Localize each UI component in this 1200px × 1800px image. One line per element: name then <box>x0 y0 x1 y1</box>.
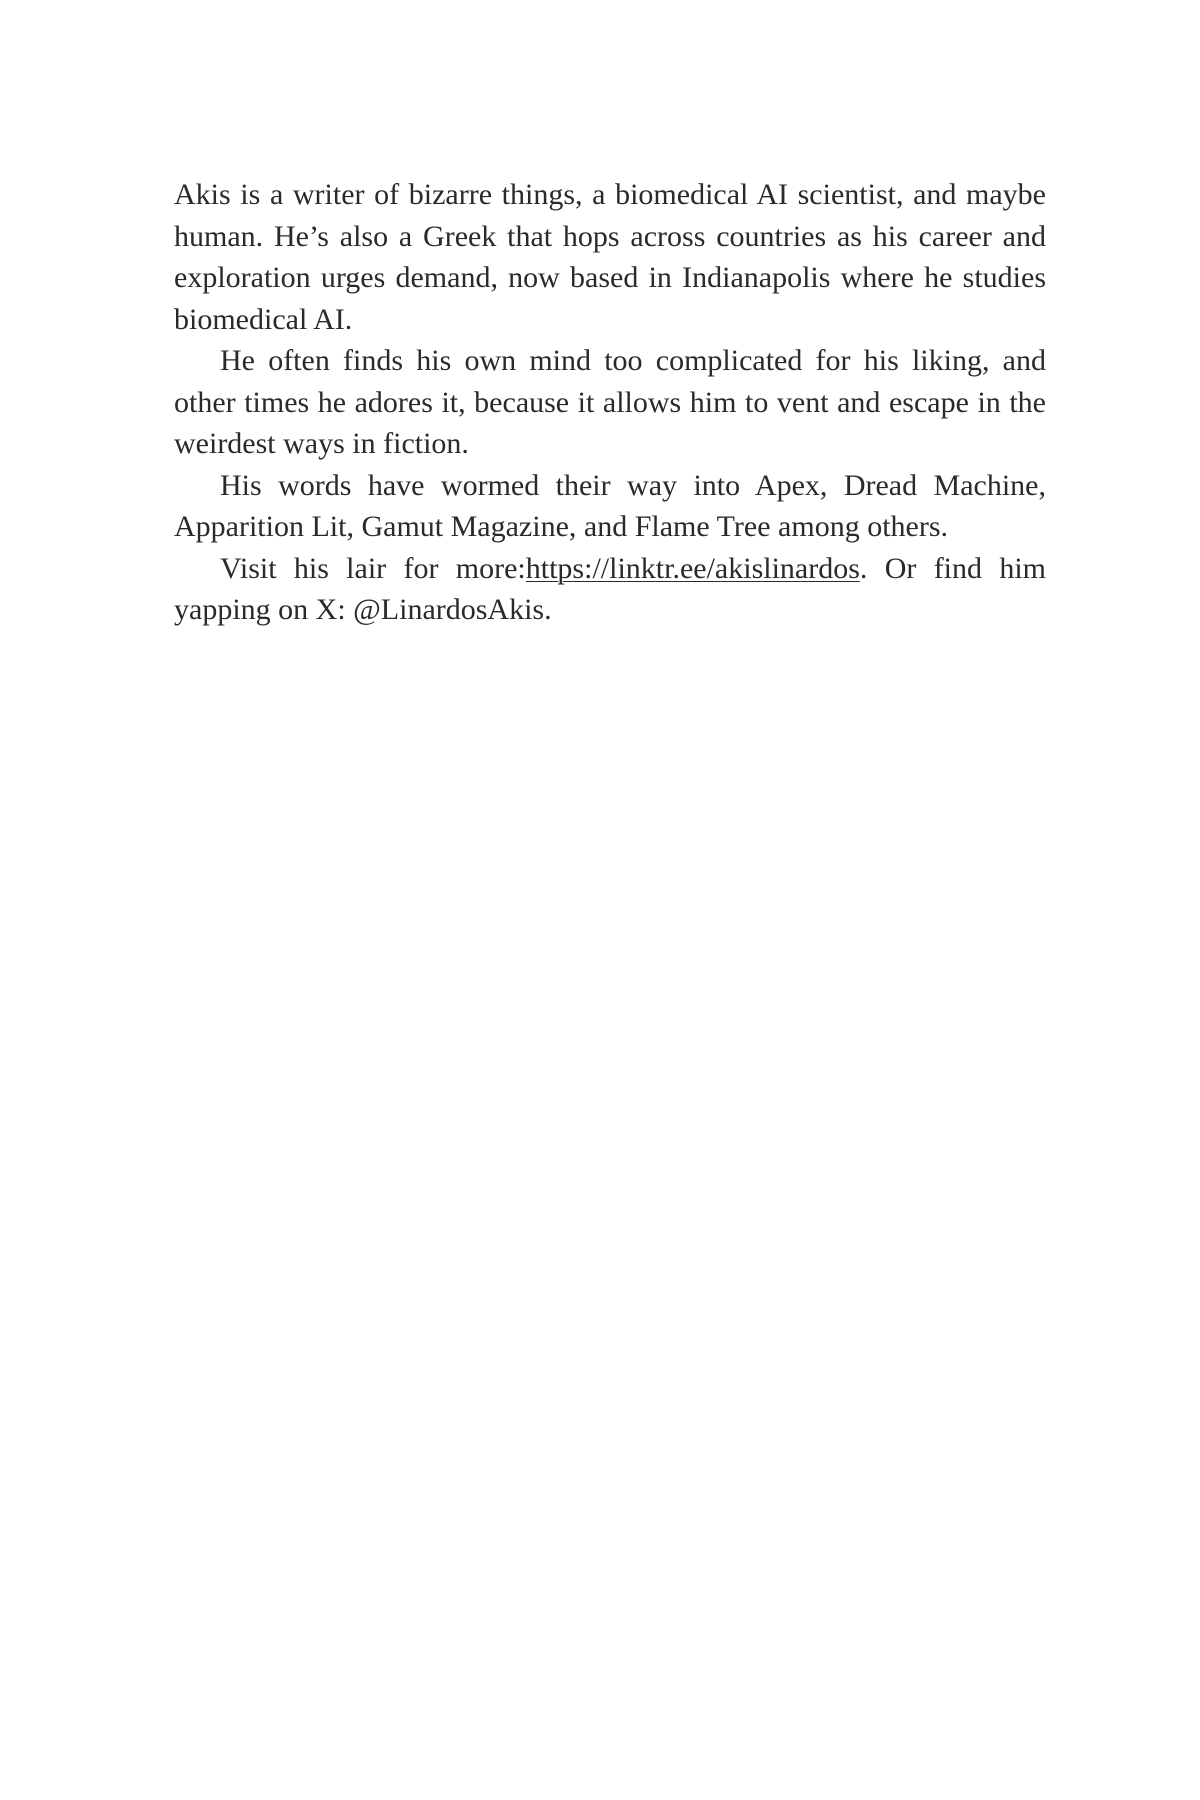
bio-paragraph-1: Akis is a writer of bizarre things, a biomedical AI scientist, and maybe human. He’s also a Greek that hops across countries as his career and exploration urges demand, now based in Indianapolis where he studies biomedical AI. <box>174 178 1046 336</box>
bio-paragraph-4 <box>174 548 1046 631</box>
linktree-link[interactable]: https://linktr.ee/akislinardos <box>525 551 860 585</box>
bio-paragraph-4-suffix: . Or find him yapping on X: @LinardosAkis. <box>174 551 1047 626</box>
author-bio <box>174 174 1046 631</box>
bio-paragraph-4-prefix: Visit his lair for more: <box>220 551 526 585</box>
bio-paragraph-2: He often finds his own mind too complicated for his liking, and other times he adores it, because it allows him to vent and escape in the weirdest ways in fiction. <box>174 344 1046 460</box>
bio-paragraph-3: His words have wormed their way into Apex, Dread Machine, Apparition Lit, Gamut Magazine, and Flame Tree among others. <box>174 468 1046 543</box>
